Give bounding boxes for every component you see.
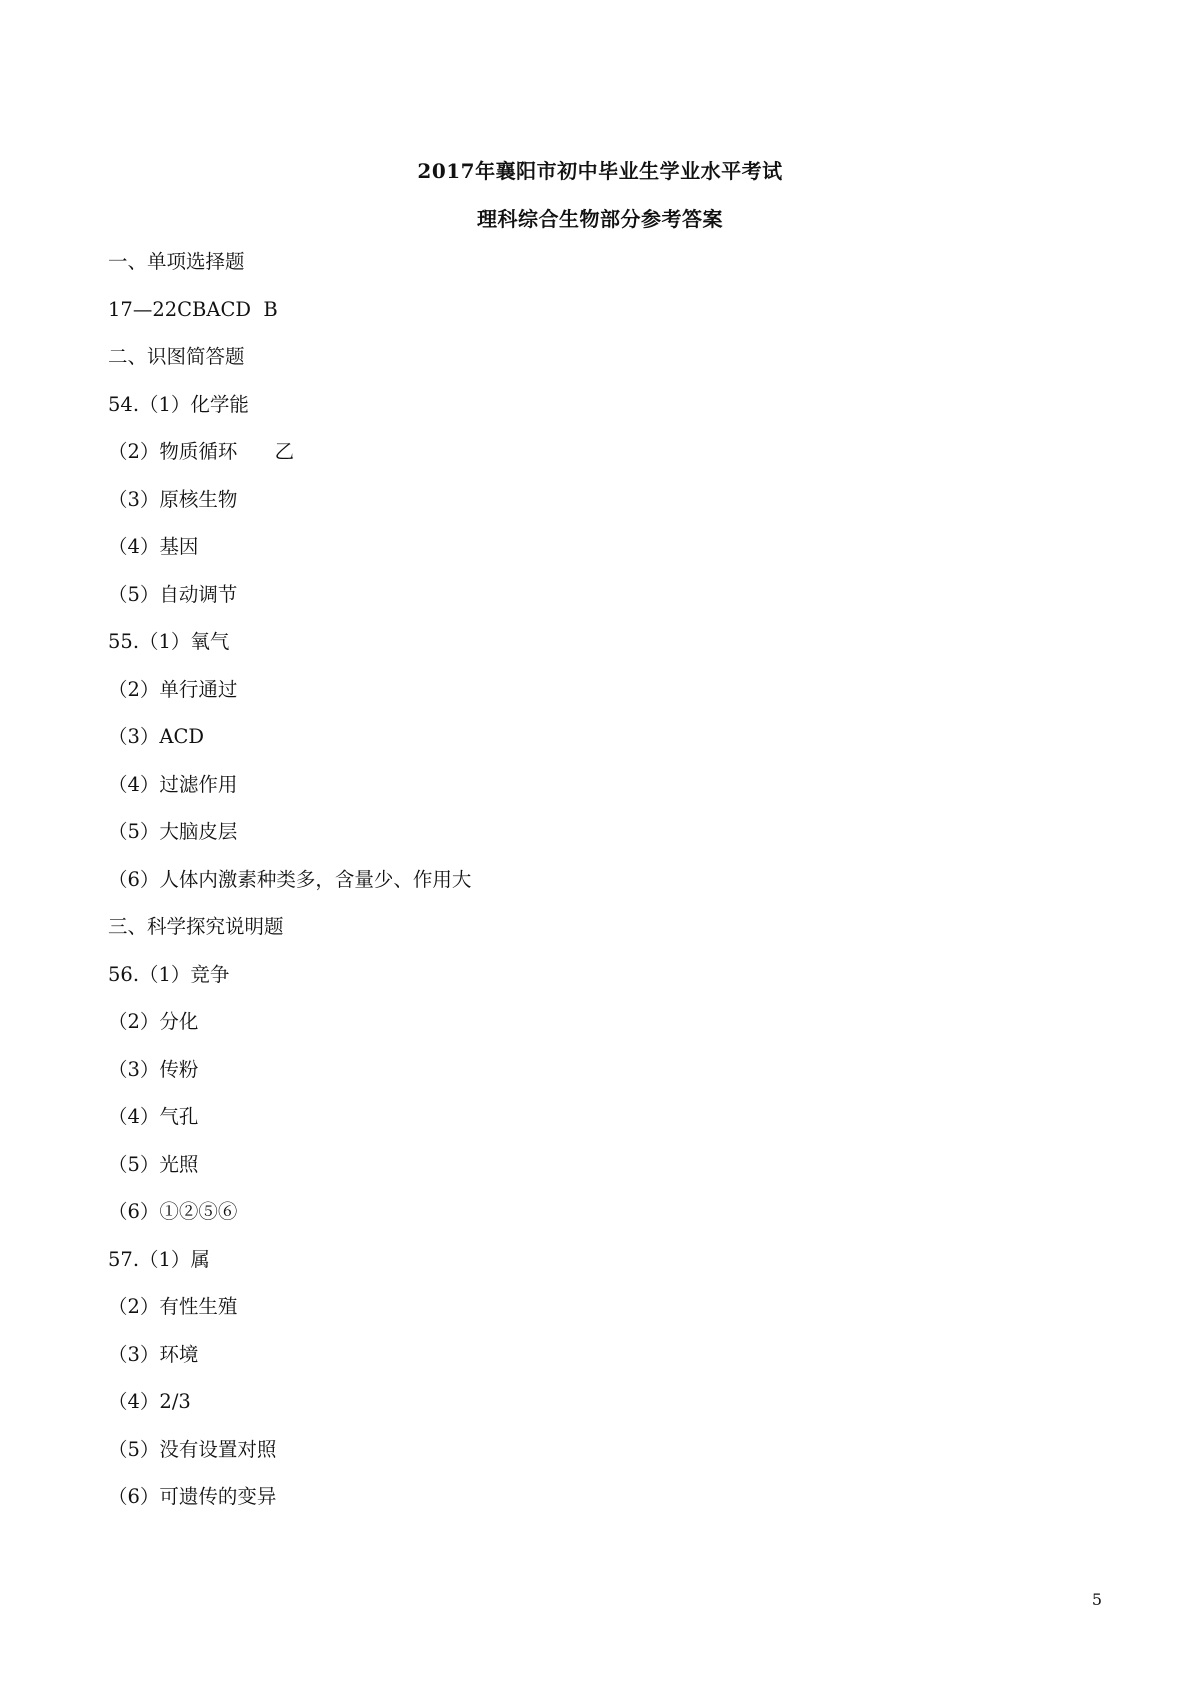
answer-line: （5）光照 xyxy=(108,1152,199,1176)
answer-line: （5）大脑皮层 xyxy=(108,820,238,843)
answer-line: （5）没有设置对照 xyxy=(108,1437,277,1461)
answer-line: 56.（1）竞争 xyxy=(108,962,230,986)
section-heading-diagram: 二、识图简答题 xyxy=(108,345,245,368)
answer-line: （2）分化 xyxy=(108,1010,199,1033)
answer-line: （2）物质循环 乙 xyxy=(108,440,295,463)
answer-line: （2）有性生殖 xyxy=(108,1295,238,1318)
answer-line: （4）2/3 xyxy=(108,1390,191,1413)
answer-line: 17—22CBACD B xyxy=(108,297,278,321)
answer-list xyxy=(108,250,1108,1533)
answer-line: （4）基因 xyxy=(108,535,199,558)
section-heading-inquiry: 三、科学探究说明题 xyxy=(108,915,284,938)
answer-line: （5）自动调节 xyxy=(108,582,238,606)
answer-line: （3）原核生物 xyxy=(108,487,238,511)
document-subtitle: 理科综合生物部分参考答案 xyxy=(477,207,723,231)
answer-line: 55.（1）氧气 xyxy=(108,630,230,653)
answer-line: （3）ACD xyxy=(108,725,205,748)
answer-line: （3）环境 xyxy=(108,1342,199,1366)
page-number: 5 xyxy=(1091,1590,1102,1609)
answer-line: 57.（1）属 xyxy=(108,1247,210,1271)
section-heading-single-choice: 一、单项选择题 xyxy=(108,250,245,273)
answer-line: （6）①②⑤⑥ xyxy=(108,1200,238,1223)
answer-line: （6）人体内激素种类多，含量少、作用大 xyxy=(108,867,472,891)
document-title: 2017年襄阳市初中毕业生学业水平考试 xyxy=(417,159,783,183)
answer-line: （3）传粉 xyxy=(108,1057,199,1081)
answer-line: 54.（1）化学能 xyxy=(108,392,249,416)
answer-line: （6）可遗传的变异 xyxy=(108,1485,277,1508)
answer-line: （2）单行通过 xyxy=(108,677,238,701)
answer-line: （4）过滤作用 xyxy=(108,772,238,796)
answer-line: （4）气孔 xyxy=(108,1105,199,1128)
